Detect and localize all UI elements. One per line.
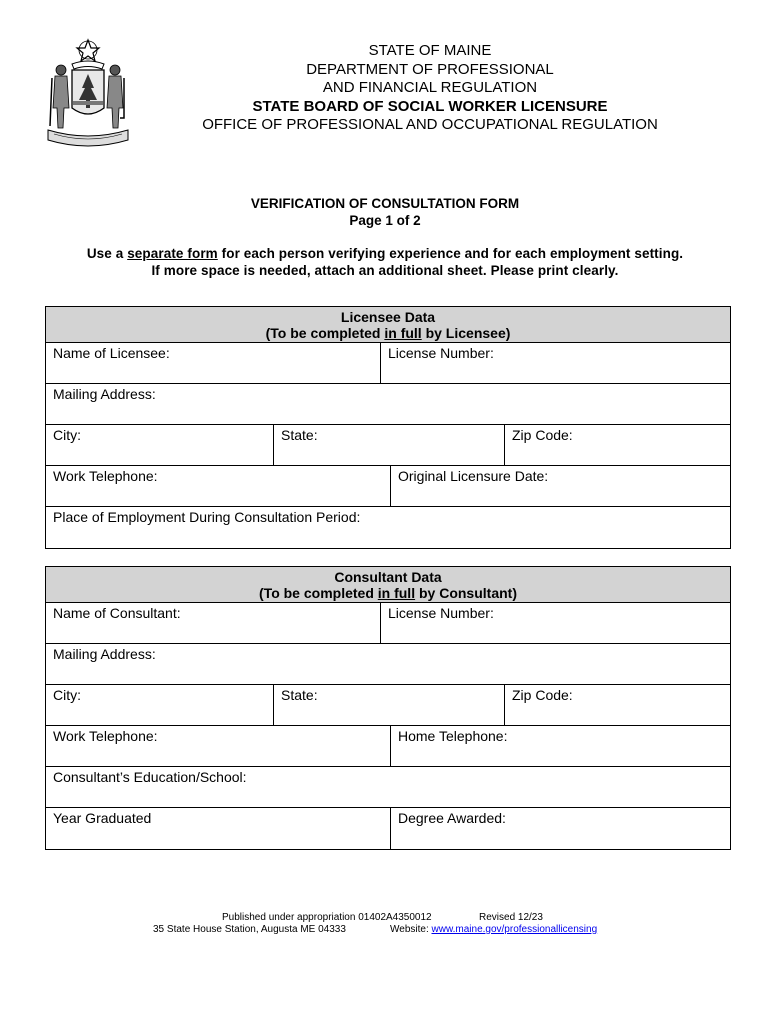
consultant-row-city — [46, 685, 730, 726]
instruction-line-2: If more space is needed, attach an additional sheet. Please print clearly. — [151, 263, 619, 278]
consultant-work-telephone-field[interactable]: Work Telephone: — [53, 728, 158, 744]
consultant-row-name — [46, 603, 730, 644]
agency-header — [150, 42, 710, 135]
licensee-section-header — [46, 307, 730, 343]
footer-revised: Revised 12/23 — [479, 912, 543, 923]
state-seal — [44, 38, 132, 150]
licensee-state-field[interactable]: State: — [273, 425, 504, 465]
instruction-emphasis: separate form — [127, 246, 218, 261]
header-department-2: AND FINANCIAL REGULATION — [322, 79, 538, 96]
header-office: OFFICE OF PROFESSIONAL AND OCCUPATIONAL REGULATION — [202, 116, 658, 133]
consultant-city-field[interactable]: City: — [53, 687, 81, 703]
licensee-city-field[interactable]: City: — [53, 427, 81, 443]
licensee-work-telephone-field[interactable]: Work Telephone: — [53, 468, 158, 484]
consultant-state-field[interactable]: State: — [273, 685, 504, 725]
consultant-name-field[interactable]: Name of Consultant: — [53, 605, 181, 621]
licensee-original-licensure-date-field[interactable]: Original Licensure Date: — [390, 466, 730, 506]
instructions — [0, 245, 770, 279]
header-department: DEPARTMENT OF PROFESSIONAL — [306, 60, 554, 78]
licensee-row-city — [46, 425, 730, 466]
licensee-license-number-field[interactable]: License Number: — [380, 343, 730, 383]
consultant-year-graduated-field[interactable]: Year Graduated — [53, 810, 152, 826]
form-title-block — [0, 195, 770, 229]
footer-website-link[interactable]: www.maine.gov/professionallicensing — [431, 924, 598, 935]
subtitle-text: by Licensee) — [421, 325, 511, 341]
consultant-home-telephone-field[interactable]: Home Telephone: — [390, 726, 730, 766]
subtitle-text: by Consultant) — [415, 585, 517, 601]
licensee-row-place — [46, 507, 730, 548]
licensee-section-subtitle — [46, 325, 730, 341]
consultant-data-section — [45, 566, 731, 850]
footer-address: 35 State House Station, Augusta ME 04333 — [153, 924, 346, 935]
consultant-education-field[interactable]: Consultant’s Education/School: — [53, 769, 247, 785]
instruction-text: for each person verifying experience and for each employment setting. — [217, 246, 684, 261]
subtitle-text: (To be completed — [265, 325, 385, 341]
consultant-section-subtitle — [46, 585, 730, 601]
instruction-line-1 — [0, 245, 770, 262]
licensee-data-section — [45, 306, 731, 549]
consultant-row-education — [46, 767, 730, 808]
subtitle-emphasis: in full — [377, 585, 416, 601]
licensee-place-of-employment-field[interactable]: Place of Employment During Consultation Period: — [53, 509, 361, 525]
subtitle-emphasis: in full — [384, 325, 422, 341]
licensee-zip-field[interactable]: Zip Code: — [504, 425, 730, 465]
header-board: STATE BOARD OF SOCIAL WORKER LICENSURE — [252, 97, 608, 115]
form-title: VERIFICATION OF CONSULTATION FORM — [250, 196, 520, 211]
licensee-row-mailing — [46, 384, 730, 425]
footer-website-label: Website: — [390, 924, 432, 935]
consultant-section-title: Consultant Data — [334, 569, 442, 585]
subtitle-text: (To be completed — [259, 585, 378, 601]
consultant-license-number-field[interactable]: License Number: — [380, 603, 730, 643]
licensee-section-title: Licensee Data — [340, 309, 436, 325]
licensee-row-name — [46, 343, 730, 384]
consultant-zip-field[interactable]: Zip Code: — [504, 685, 730, 725]
consultant-degree-awarded-field[interactable]: Degree Awarded: — [390, 808, 730, 849]
instruction-text: Use a — [86, 246, 128, 261]
page-indicator: Page 1 of 2 — [349, 213, 421, 228]
consultant-row-mailing — [46, 644, 730, 685]
consultant-section-header — [46, 567, 730, 603]
header-state: STATE OF MAINE — [368, 42, 492, 59]
licensee-name-field[interactable]: Name of Licensee: — [53, 345, 170, 361]
consultant-row-degree — [46, 808, 730, 849]
licensee-mailing-address-field[interactable]: Mailing Address: — [53, 386, 156, 402]
footer-website — [390, 924, 597, 936]
consultant-mailing-address-field[interactable]: Mailing Address: — [53, 646, 156, 662]
footer-published: Published under appropriation 01402A4350012 — [222, 912, 432, 923]
licensee-row-phone — [46, 466, 730, 507]
consultant-row-phone — [46, 726, 730, 767]
